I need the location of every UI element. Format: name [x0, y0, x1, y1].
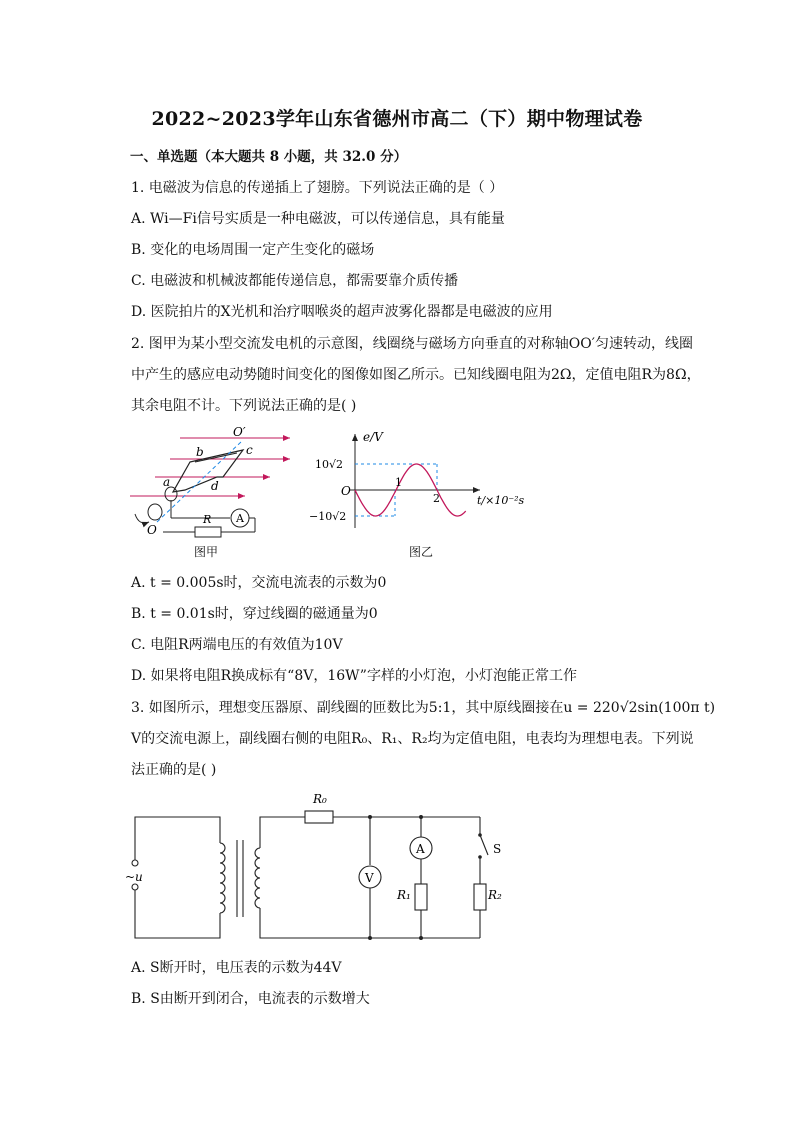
- label-o: O: [147, 523, 157, 537]
- label-d: d: [211, 479, 219, 493]
- label-b: b: [196, 445, 204, 459]
- q2-stem-line2: 中产生的感应电动势随时间变化的图像如图乙所示。已知线圈电阻为2Ω，定值电阻R为8Ω，: [131, 367, 701, 383]
- section-heading: 一、单选题（本大题共 8 小题，共 32.0 分）: [130, 149, 408, 165]
- label-c: c: [246, 443, 253, 457]
- q2-option-d: D. 如果将电阻R换成标有“8V，16W”字样的小灯泡，小灯泡能正常工作: [131, 668, 577, 684]
- voltmeter-icon: V: [365, 871, 374, 885]
- q2-caption-b: 图乙: [409, 545, 434, 559]
- label-r2: R₂: [488, 888, 502, 902]
- label-s: S: [493, 842, 502, 856]
- label-o-prime: O′: [233, 425, 246, 439]
- q1-stem: 1. 电磁波为信息的传递插上了翅膀。下列说法正确的是（ ）: [131, 180, 504, 196]
- q3-option-a: A. S断开时，电压表的示数为44V: [131, 960, 342, 976]
- q2-option-a: A. t = 0.005s时，交流电流表的示数为0: [131, 575, 387, 591]
- q3-stem-line2: V的交流电源上，副线圈右侧的电阻R₀、R₁、R₂均为定值电阻，电表均为理想电表。下列说: [131, 731, 694, 747]
- q1-option-b: B. 变化的电场周围一定产生变化的磁场: [131, 242, 375, 258]
- graph-ytick-neg: −10√2: [309, 510, 347, 523]
- graph-ytick-pos: 10√2: [315, 458, 344, 471]
- q1-option-a: A. Wi—Fi信号实质是一种电磁波，可以传递信息，具有能量: [131, 211, 505, 227]
- graph-ylabel: e/V: [363, 430, 383, 444]
- page-title: 2022~2023学年山东省德州市高二（下）期中物理试卷: [151, 108, 643, 130]
- q2-figure-generator: [125, 422, 300, 562]
- label-u: ~u: [125, 870, 143, 884]
- ammeter-icon: A: [416, 842, 425, 856]
- q1-option-d: D. 医院拍片的X光机和治疗咽喉炎的超声波雾化器都是电磁波的应用: [131, 304, 553, 320]
- label-r: R: [203, 513, 212, 526]
- q1-option-c: C. 电磁波和机械波都能传递信息，都需要靠介质传播: [131, 273, 459, 289]
- graph-xlabel: t/×10⁻²s: [477, 494, 525, 507]
- label-r1: R₁: [397, 888, 411, 902]
- graph-origin: O: [341, 484, 351, 498]
- ammeter-icon: A: [236, 512, 244, 525]
- q2-option-b: B. t = 0.01s时，穿过线圈的磁通量为0: [131, 606, 378, 622]
- q3-stem-line3: 法正确的是( ): [131, 762, 217, 778]
- q2-stem-line1: 2. 图甲为某小型交流发电机的示意图，线圈绕与磁场方向垂直的对称轴OO′匀速转动，线圈: [131, 336, 693, 352]
- q2-figure-graph: [305, 428, 525, 538]
- q2-caption-a: 图甲: [194, 545, 219, 559]
- label-a: a: [163, 475, 171, 489]
- graph-xtick-1: 1: [395, 476, 402, 489]
- q2-stem-line3: 其余电阻不计。下列说法正确的是( ): [131, 398, 357, 414]
- graph-xtick-2: 2: [433, 492, 440, 505]
- q2-option-c: C. 电阻R两端电压的有效值为10V: [131, 637, 343, 653]
- q3-stem-line1: 3. 如图所示，理想变压器原、副线圈的匝数比为5:1，其中原线圈接在u = 220√2sin(100π t): [131, 700, 716, 716]
- q3-option-b: B. S由断开到闭合，电流表的示数增大: [131, 991, 370, 1007]
- label-r0: R₀: [313, 792, 327, 806]
- q3-figure-transformer: [125, 785, 515, 945]
